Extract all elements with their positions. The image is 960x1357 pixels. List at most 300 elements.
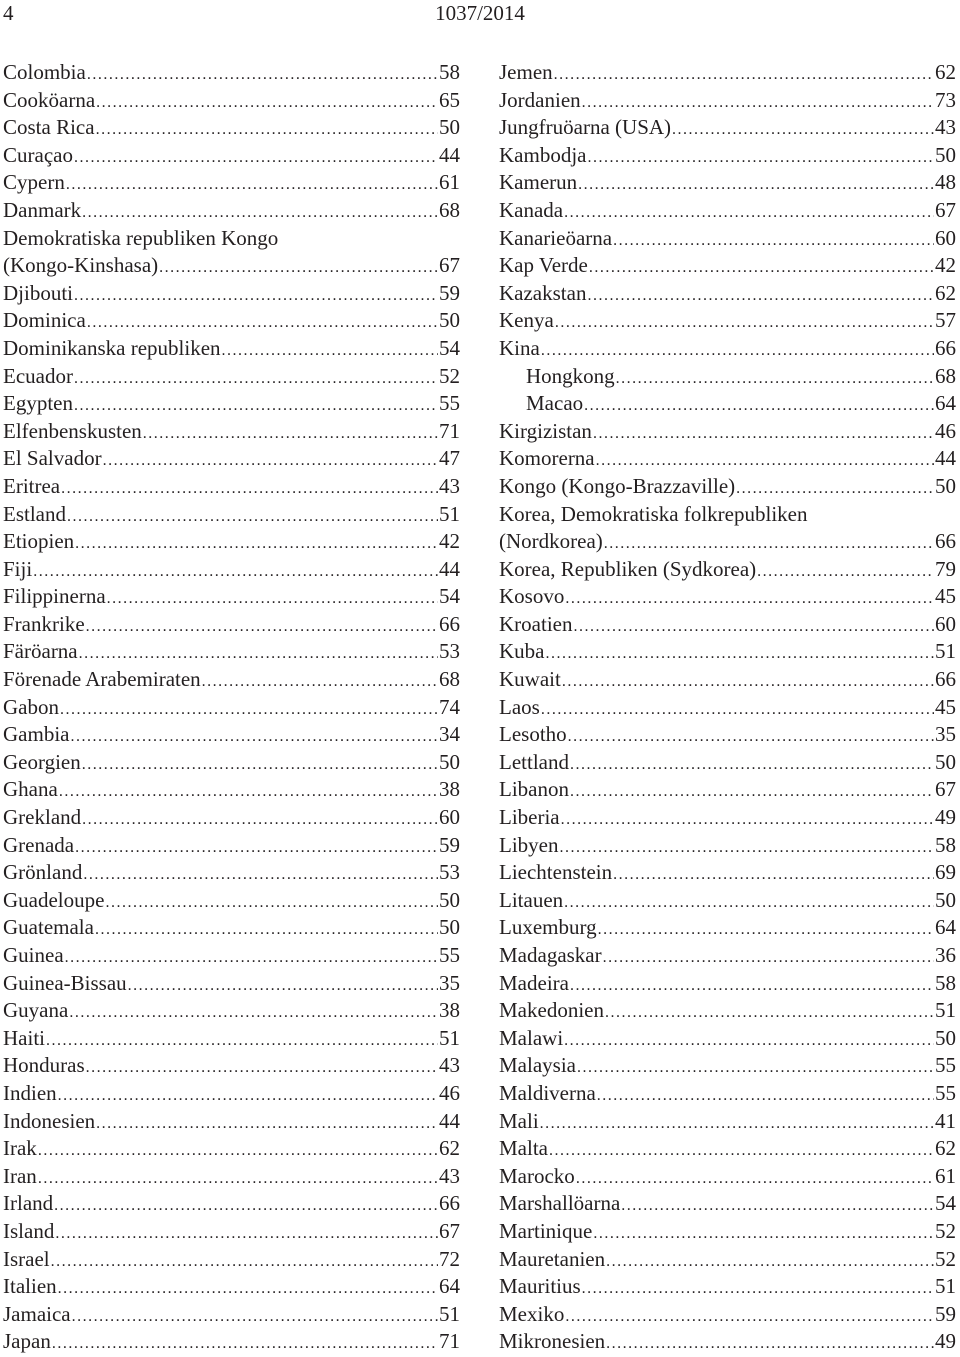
entry-name: Frankrike xyxy=(3,611,85,636)
entry-name: Demokratiska republiken Kongo xyxy=(3,225,279,250)
index-entry xyxy=(499,970,956,998)
index-entry xyxy=(3,87,460,115)
entry-name: Elfenbenskusten xyxy=(3,418,142,443)
entry-page-number: 49 xyxy=(935,805,956,830)
entry-name: Ecuador xyxy=(3,363,73,388)
entry-name: Filippinerna xyxy=(3,584,106,609)
document-number: 1037/2014 xyxy=(435,1,525,25)
index-entry xyxy=(499,335,956,363)
entry-page-number: 44 xyxy=(439,556,460,581)
dot-leader xyxy=(546,640,935,666)
dot-leader xyxy=(65,944,438,970)
entry-name: Libyen xyxy=(499,832,559,857)
entry-page-number: 66 xyxy=(935,335,956,360)
dot-leader xyxy=(143,420,438,446)
dot-leader xyxy=(573,613,934,639)
entry-name: Cooköarna xyxy=(3,87,96,112)
index-entry xyxy=(3,1190,460,1218)
index-entry xyxy=(3,583,460,611)
index-entry xyxy=(499,1163,956,1191)
entry-page-number: 52 xyxy=(439,363,460,388)
index-entry xyxy=(499,832,956,860)
index-entry xyxy=(3,445,460,473)
dot-leader xyxy=(564,1027,934,1053)
index-entry xyxy=(3,1108,460,1136)
dot-leader xyxy=(604,530,934,556)
entry-page-number: 50 xyxy=(935,142,956,167)
entry-page-number: 50 xyxy=(439,749,460,774)
entry-name: Cypern xyxy=(3,170,65,195)
entry-page-number: 61 xyxy=(439,170,460,195)
entry-name: Guadeloupe xyxy=(3,887,105,912)
index-entry xyxy=(3,307,460,335)
index-entry xyxy=(3,1080,460,1108)
entry-name: Jordanien xyxy=(499,87,581,112)
dot-leader xyxy=(587,144,934,170)
dot-leader xyxy=(46,1027,438,1053)
entry-name: Dominica xyxy=(3,308,86,333)
index-entry xyxy=(499,87,956,115)
entry-name: Kanada xyxy=(499,197,564,222)
index-entry xyxy=(499,556,956,584)
entry-name: Kina xyxy=(499,335,540,360)
entry-page-number: 69 xyxy=(935,860,956,885)
index-entry xyxy=(3,556,460,584)
entry-page-number: 38 xyxy=(439,998,460,1023)
dot-leader xyxy=(565,1303,934,1329)
dot-leader xyxy=(96,1110,438,1136)
index-entry xyxy=(499,721,956,749)
dot-leader xyxy=(589,254,934,280)
entry-page-number: 55 xyxy=(439,943,460,967)
entry-name: Ghana xyxy=(3,777,58,802)
entry-name: Luxemburg xyxy=(499,915,597,940)
entry-page-number: 54 xyxy=(935,1191,956,1216)
entry-name: Guinea-Bissau xyxy=(3,970,127,995)
entry-name: Mauritius xyxy=(499,1274,581,1299)
entry-page-number: 46 xyxy=(935,418,956,443)
dot-leader xyxy=(75,834,438,860)
entry-name: Irland xyxy=(3,1191,54,1216)
entry-name: Marocko xyxy=(499,1163,575,1188)
index-entry xyxy=(3,1025,460,1053)
index-entry xyxy=(3,749,460,777)
entry-name: Danmark xyxy=(3,197,82,222)
dot-leader xyxy=(74,282,438,308)
entry-name: Eritrea xyxy=(3,473,61,498)
entry-page-number: 58 xyxy=(935,970,956,995)
entry-page-number: 50 xyxy=(935,473,956,498)
dot-leader xyxy=(105,889,438,915)
entry-name: Malta xyxy=(499,1136,548,1161)
entry-page-number: 50 xyxy=(935,887,956,912)
entry-name: Gambia xyxy=(3,722,70,747)
entry-page-number: 41 xyxy=(935,1108,956,1133)
dot-leader xyxy=(598,916,934,942)
entry-name: Jungfruöarna (USA) xyxy=(499,115,672,140)
entry-name: Egypten xyxy=(3,391,73,416)
entry-page-number: 68 xyxy=(439,197,460,222)
index-entry xyxy=(3,252,460,280)
index-entry xyxy=(499,1108,956,1136)
index-entry xyxy=(3,1246,460,1274)
index-entry xyxy=(3,832,460,860)
entry-name: Kap Verde xyxy=(499,253,588,278)
entry-name: (Nordkorea) xyxy=(499,529,603,554)
index-entry xyxy=(3,59,460,87)
dot-leader xyxy=(51,1248,438,1274)
index-entry xyxy=(3,666,460,694)
index-entry xyxy=(499,418,956,446)
entry-page-number: 60 xyxy=(935,611,956,636)
entry-page-number: 50 xyxy=(439,115,460,140)
entry-name: Jamaica xyxy=(3,1301,71,1326)
entry-name: Madagaskar xyxy=(499,943,602,967)
dot-leader xyxy=(616,365,934,391)
entry-name: Färöarna xyxy=(3,639,78,664)
dot-leader xyxy=(75,530,438,556)
index-entry xyxy=(499,1218,956,1246)
index-entry xyxy=(3,225,460,253)
entry-page-number: 50 xyxy=(935,1025,956,1050)
index-entry xyxy=(499,804,956,832)
entry-name: Litauen xyxy=(499,887,564,912)
dot-leader xyxy=(568,723,934,749)
entry-name: Martinique xyxy=(499,1218,593,1243)
index-entry xyxy=(499,583,956,611)
entry-name: Kongo (Kongo-Brazzaville) xyxy=(499,473,736,498)
entry-page-number: 67 xyxy=(439,253,460,278)
entry-page-number: 43 xyxy=(439,473,460,498)
entry-name: Indien xyxy=(3,1080,57,1105)
entry-page-number: 50 xyxy=(439,887,460,912)
index-entry xyxy=(3,418,460,446)
entry-page-number: 43 xyxy=(935,115,956,140)
index-entry xyxy=(499,501,956,529)
dot-leader xyxy=(74,144,438,170)
index-entry xyxy=(499,307,956,335)
index-entry xyxy=(3,721,460,749)
dot-leader xyxy=(82,199,438,225)
entry-name: Jemen xyxy=(499,60,553,84)
index-entry xyxy=(3,859,460,887)
dot-leader xyxy=(757,558,934,584)
dot-leader xyxy=(38,1165,438,1191)
index-entry xyxy=(499,914,956,942)
entry-name: Iran xyxy=(3,1163,37,1188)
dot-leader xyxy=(596,447,934,473)
dot-leader xyxy=(541,337,934,363)
index-column-right xyxy=(499,59,956,1356)
entry-page-number: 51 xyxy=(439,501,460,526)
entry-name: Laos xyxy=(499,694,540,719)
entry-name: Komorerna xyxy=(499,446,595,471)
index-entry xyxy=(3,970,460,998)
dot-leader xyxy=(103,447,438,473)
index-entry xyxy=(499,1328,956,1356)
entry-page-number: 45 xyxy=(935,584,956,609)
entry-page-number: 55 xyxy=(935,1080,956,1105)
entry-page-number: 66 xyxy=(439,611,460,636)
entry-page-number: 58 xyxy=(439,60,460,84)
entry-name: Costa Rica xyxy=(3,115,95,140)
entry-page-number: 43 xyxy=(439,1163,460,1188)
entry-page-number: 52 xyxy=(935,1246,956,1271)
dot-leader xyxy=(69,999,438,1025)
entry-name: Kanarieöarna xyxy=(499,225,613,250)
entry-name: Maldiverna xyxy=(499,1080,596,1105)
entry-name: Italien xyxy=(3,1274,57,1299)
index-entry xyxy=(3,1052,460,1080)
index-entry xyxy=(499,887,956,915)
entry-page-number: 48 xyxy=(935,170,956,195)
entry-page-number: 62 xyxy=(935,60,956,84)
entry-name: Liberia xyxy=(499,805,560,830)
entry-name: Island xyxy=(3,1218,55,1243)
index-entry xyxy=(499,363,956,391)
entry-name: Fiji xyxy=(3,556,33,581)
entry-name: Korea, Republiken (Sydkorea) xyxy=(499,556,757,581)
entry-name: Colombia xyxy=(3,60,86,84)
dot-leader xyxy=(86,613,438,639)
entry-name: Lesotho xyxy=(499,722,567,747)
index-entry xyxy=(499,252,956,280)
dot-leader xyxy=(74,365,438,391)
entry-page-number: 59 xyxy=(439,280,460,305)
entry-name: Guatemala xyxy=(3,915,94,940)
index-entry xyxy=(3,611,460,639)
dot-leader xyxy=(67,503,438,529)
entry-name: Haiti xyxy=(3,1025,45,1050)
entry-page-number: 74 xyxy=(439,694,460,719)
dot-leader xyxy=(60,696,438,722)
dot-leader xyxy=(613,227,934,253)
index-entry xyxy=(499,114,956,142)
entry-name: Irak xyxy=(3,1136,37,1161)
entry-page-number: 44 xyxy=(439,142,460,167)
dot-leader xyxy=(576,1165,934,1191)
entry-page-number: 51 xyxy=(439,1301,460,1326)
dot-leader xyxy=(79,640,438,666)
index-entry xyxy=(3,997,460,1025)
dot-leader xyxy=(95,916,438,942)
entry-page-number: 54 xyxy=(439,335,460,360)
index-entry xyxy=(3,197,460,225)
entry-page-number: 66 xyxy=(935,529,956,554)
index-entry xyxy=(3,804,460,832)
entry-page-number: 68 xyxy=(935,363,956,388)
page-header xyxy=(0,0,960,26)
dot-leader xyxy=(570,778,934,804)
dot-leader xyxy=(82,806,438,832)
entry-page-number: 72 xyxy=(439,1246,460,1271)
dot-leader xyxy=(561,806,934,832)
index-entry xyxy=(499,1135,956,1163)
entry-page-number: 50 xyxy=(439,308,460,333)
dot-leader xyxy=(578,171,934,197)
entry-page-number: 57 xyxy=(935,308,956,333)
dot-leader xyxy=(555,309,934,335)
entry-page-number: 59 xyxy=(439,832,460,857)
dot-leader xyxy=(55,1220,438,1246)
entry-page-number: 62 xyxy=(935,280,956,305)
index-entry xyxy=(3,914,460,942)
entry-page-number: 36 xyxy=(935,943,956,967)
entry-page-number: 64 xyxy=(439,1274,460,1299)
dot-leader xyxy=(96,116,438,142)
entry-page-number: 79 xyxy=(935,556,956,581)
entry-page-number: 58 xyxy=(935,832,956,857)
dot-leader xyxy=(74,392,438,418)
index-entry xyxy=(3,1218,460,1246)
entry-name: Lettland xyxy=(499,749,569,774)
entry-name: Kosovo xyxy=(499,584,565,609)
dot-leader xyxy=(54,1192,438,1218)
entry-page-number: 64 xyxy=(935,915,956,940)
entry-name: Kuwait xyxy=(499,667,561,692)
entry-name: Dominikanska republiken xyxy=(3,335,221,360)
dot-leader xyxy=(87,309,438,335)
entry-page-number: 53 xyxy=(439,860,460,885)
entry-name: Libanon xyxy=(499,777,569,802)
index-entry xyxy=(499,197,956,225)
entry-page-number: 59 xyxy=(935,1301,956,1326)
dot-leader xyxy=(603,944,934,970)
entry-page-number: 71 xyxy=(439,418,460,443)
index-entry xyxy=(3,1273,460,1301)
index-entry xyxy=(3,1301,460,1329)
entry-page-number: 35 xyxy=(935,722,956,747)
entry-page-number: 62 xyxy=(935,1136,956,1161)
entry-name: Mexiko xyxy=(499,1301,565,1326)
entry-page-number: 73 xyxy=(935,87,956,112)
dot-leader xyxy=(577,1054,934,1080)
entry-page-number: 51 xyxy=(935,998,956,1023)
entry-page-number: 44 xyxy=(439,1108,460,1133)
entry-name: Etiopien xyxy=(3,529,75,554)
entry-name: Gabon xyxy=(3,694,59,719)
index-entry xyxy=(3,1328,460,1356)
dot-leader xyxy=(82,751,438,777)
index-entry xyxy=(499,1246,956,1274)
entry-name: Indonesien xyxy=(3,1108,96,1133)
dot-leader xyxy=(159,254,438,280)
entry-page-number: 60 xyxy=(935,225,956,250)
index-entry xyxy=(499,749,956,777)
dot-leader xyxy=(564,199,934,225)
entry-name: Kazakstan xyxy=(499,280,587,305)
entry-name: Estland xyxy=(3,501,66,526)
index-entry xyxy=(499,859,956,887)
dot-leader xyxy=(58,1082,438,1108)
entry-name: Mali xyxy=(499,1108,539,1133)
index-entry xyxy=(499,142,956,170)
index-entry xyxy=(499,1052,956,1080)
dot-leader xyxy=(613,861,934,887)
entry-page-number: 42 xyxy=(439,529,460,554)
index-entry xyxy=(499,59,956,87)
index-entry xyxy=(3,169,460,197)
entry-page-number: 51 xyxy=(439,1025,460,1050)
entry-name: Marshallöarna xyxy=(499,1191,621,1216)
entry-name: Madeira xyxy=(499,970,569,995)
dot-leader xyxy=(72,1303,438,1329)
index-entry xyxy=(3,473,460,501)
dot-leader xyxy=(582,1275,934,1301)
entry-name: Malawi xyxy=(499,1025,564,1050)
entry-name: Malaysia xyxy=(499,1053,576,1078)
dot-leader xyxy=(83,861,438,887)
index-entry xyxy=(3,390,460,418)
index-entry xyxy=(3,142,460,170)
dot-leader xyxy=(621,1192,934,1218)
index-entry xyxy=(3,776,460,804)
entry-page-number: 50 xyxy=(439,915,460,940)
dot-leader xyxy=(107,585,438,611)
dot-leader xyxy=(565,585,934,611)
index-entry xyxy=(499,611,956,639)
entry-name: Kuba xyxy=(499,639,545,664)
dot-leader xyxy=(96,89,438,115)
entry-page-number: 35 xyxy=(439,970,460,995)
entry-name: Makedonien xyxy=(499,998,604,1023)
entry-name: Guyana xyxy=(3,998,69,1023)
dot-leader xyxy=(570,972,934,998)
entry-page-number: 67 xyxy=(935,197,956,222)
dot-leader xyxy=(222,337,438,363)
index-entry xyxy=(499,225,956,253)
entry-name: Mauretanien xyxy=(499,1246,606,1271)
entry-name: Curaçao xyxy=(3,142,73,167)
entry-page-number: 64 xyxy=(935,391,956,416)
entry-name: Guinea xyxy=(3,943,64,967)
dot-leader xyxy=(587,282,934,308)
dot-leader xyxy=(736,475,934,501)
index-entry xyxy=(499,776,956,804)
entry-page-number: 66 xyxy=(935,667,956,692)
index-column-left xyxy=(3,59,460,1356)
dot-leader xyxy=(597,1082,934,1108)
entry-name: Kroatien xyxy=(499,611,573,636)
entry-page-number: 68 xyxy=(439,667,460,692)
entry-name: Grekland xyxy=(3,805,82,830)
index-entry xyxy=(499,942,956,970)
entry-page-number: 53 xyxy=(439,639,460,664)
dot-leader xyxy=(564,889,934,915)
index-entry xyxy=(499,1190,956,1218)
entry-page-number: 50 xyxy=(935,749,956,774)
dot-leader xyxy=(540,1110,934,1136)
index-entry xyxy=(499,997,956,1025)
dot-leader xyxy=(38,1137,438,1163)
dot-leader xyxy=(582,89,934,115)
dot-leader xyxy=(61,475,438,501)
dot-leader xyxy=(202,668,438,694)
entry-page-number: 65 xyxy=(439,87,460,112)
entry-name: Liechtenstein xyxy=(499,860,613,885)
dot-leader xyxy=(584,392,934,418)
dot-leader xyxy=(570,751,934,777)
entry-page-number: 55 xyxy=(935,1053,956,1078)
dot-leader xyxy=(86,1054,438,1080)
entry-page-number: 54 xyxy=(439,584,460,609)
dot-leader xyxy=(549,1137,934,1163)
index-entry xyxy=(499,1273,956,1301)
entry-page-number: 47 xyxy=(439,446,460,471)
dot-leader xyxy=(66,171,438,197)
entry-name: Kamerun xyxy=(499,170,578,195)
entry-page-number: 44 xyxy=(935,446,956,471)
